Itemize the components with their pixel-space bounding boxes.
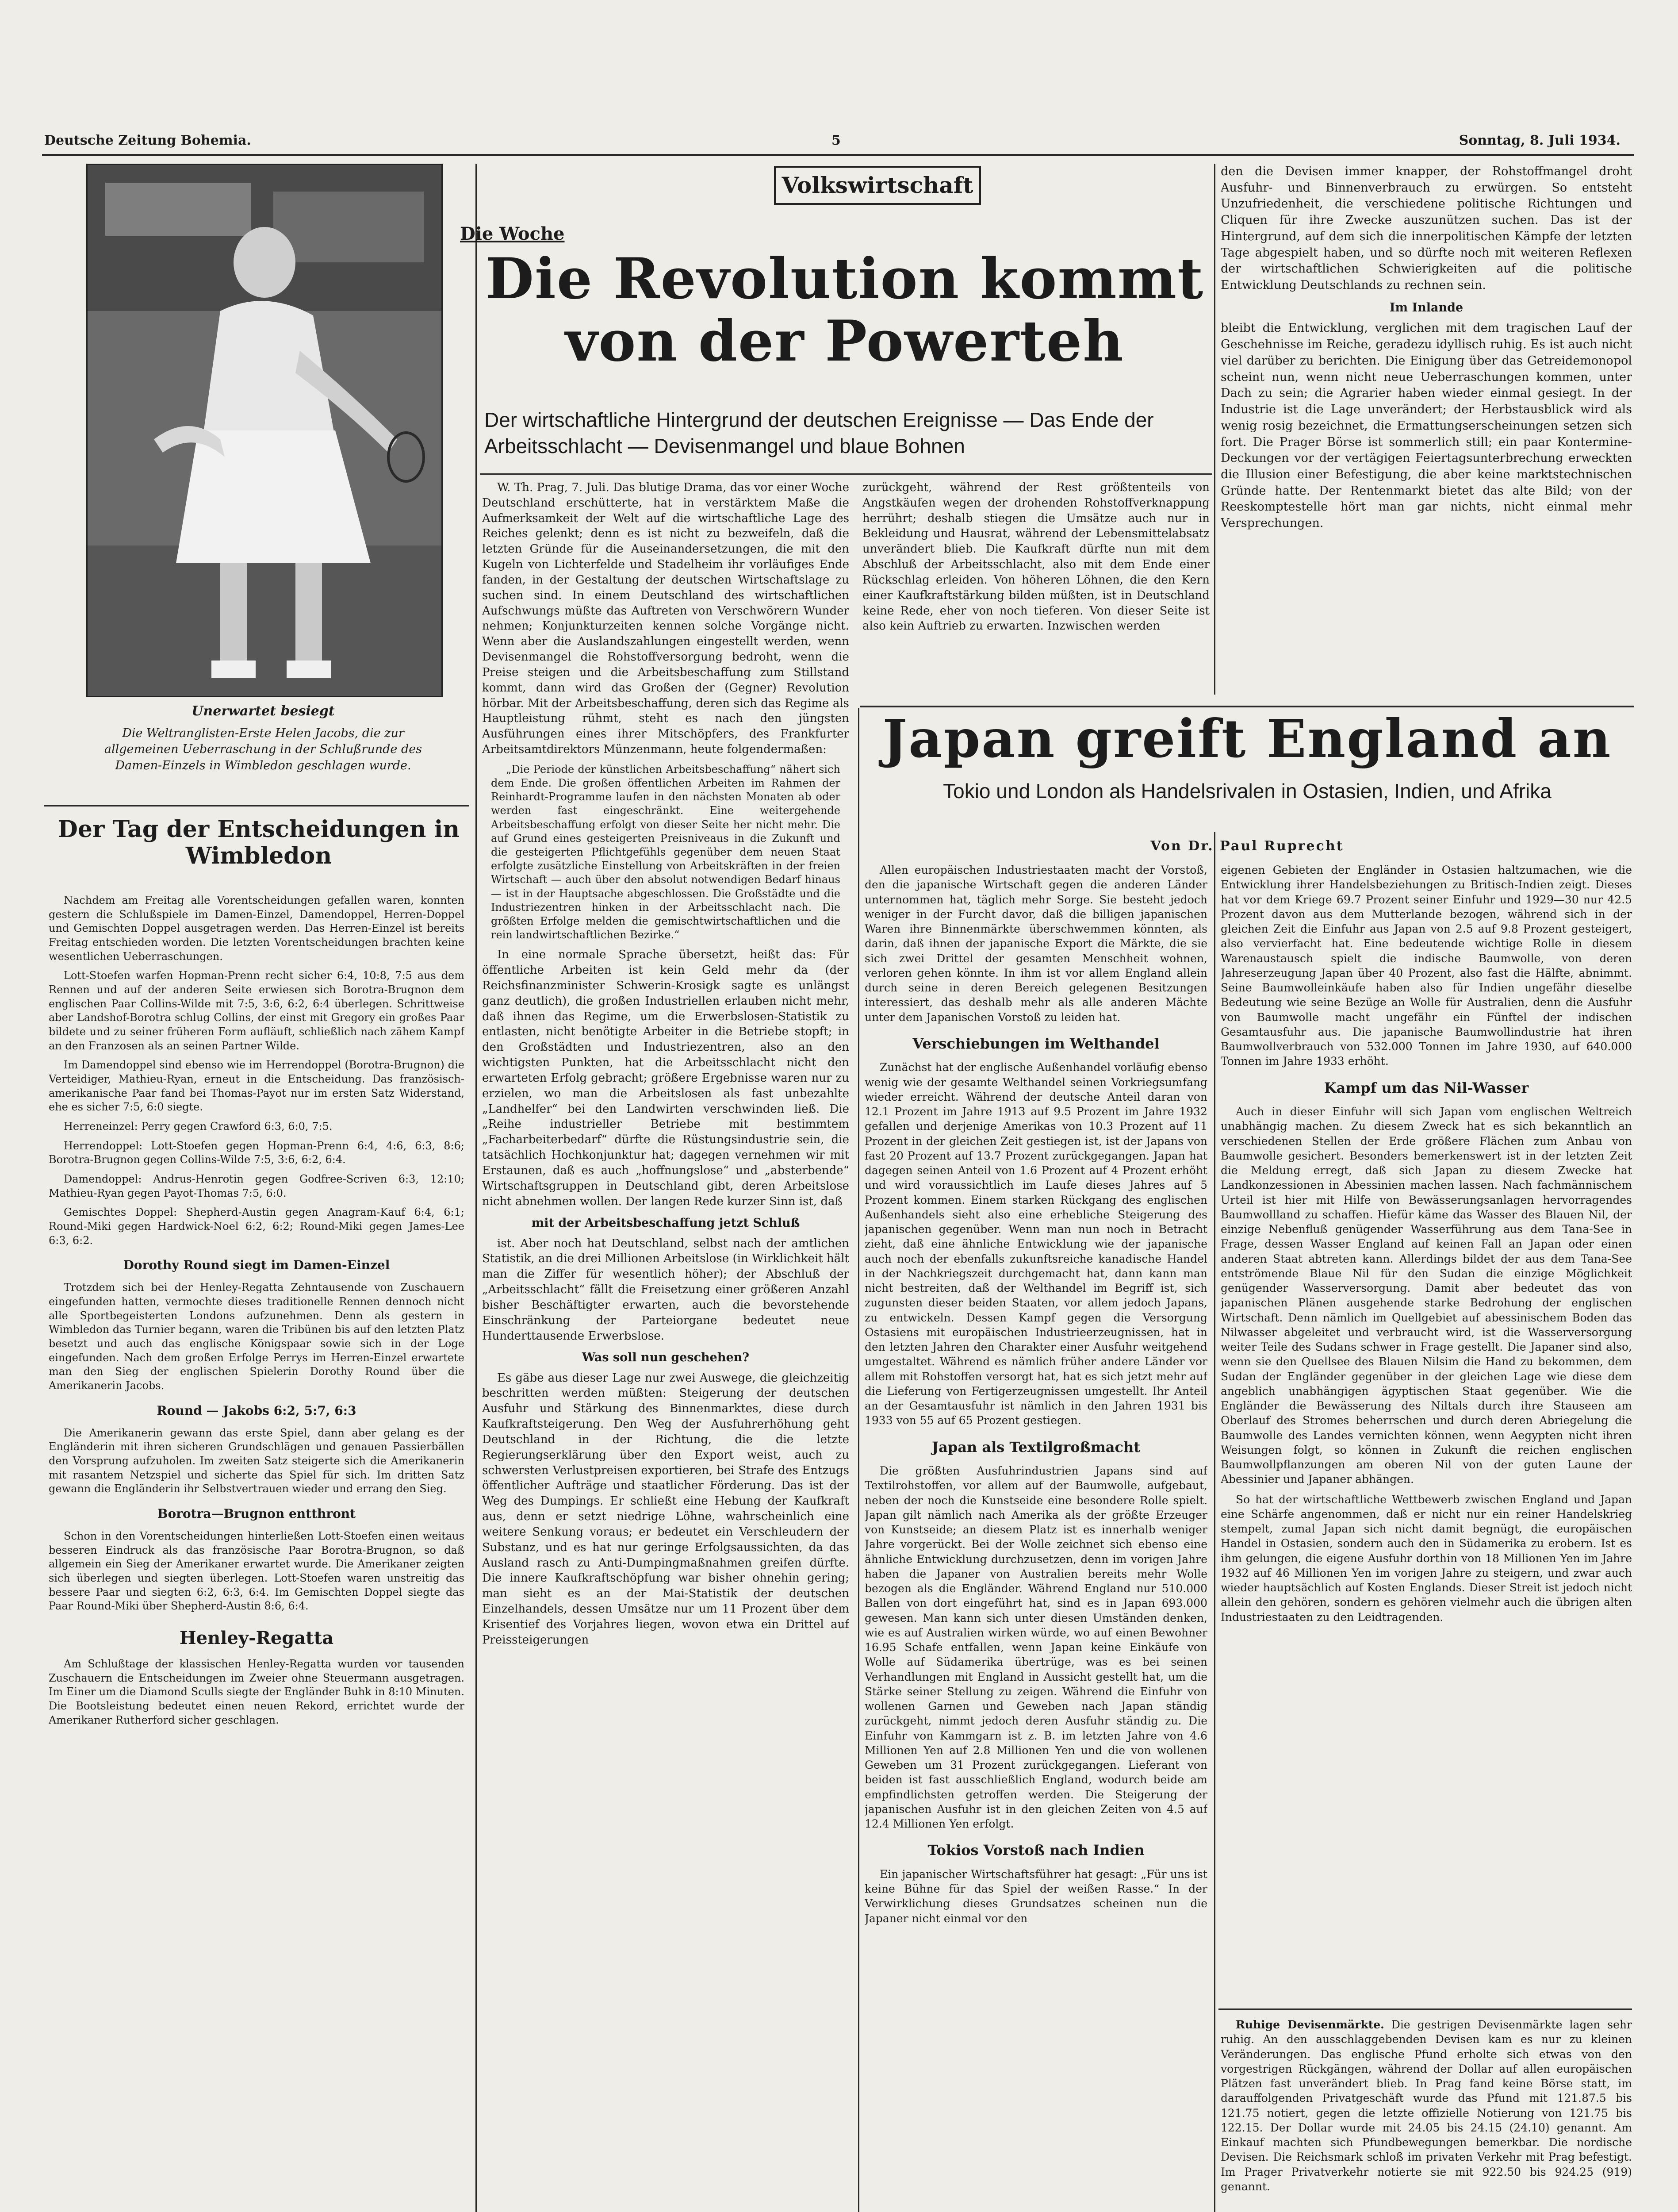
article-paragraph: Am Schlußtage der klassischen Henley-Regatta wurden vor tausenden Zuschauern die Entscheidungen im Zweier ohne Steuermann ausgetragen. Im Einer um die Diamond Sculls siegte der Engländer Buhk in 8:10 Minuten. Die Bootsleistung bedeutet einen neuen Rekord, errichtet wurde der Amerikaner Rutherford sicher geschlagen. <box>49 1657 464 1726</box>
notice-text: Die gestrigen Devisenmärkte lagen sehr ruhig. An den ausschlaggebenden Devisen kam es nur zu kleinen Veränderungen. Das englische Pfund erholte sich etwas von den vorgestrigen Rückgängen, während der Dollar auf allen europäischen Plätzen fast unverändert blieb. In Prag fand keine Börse statt, im darauffolgenden Privatgeschäft wurde das Pfund mit 121.87.5 bis 121.75 notiert, gegen die letzte offizielle Notierung von 121.75 bis 122.15. Der Dollar wurde mit 24.05 bis 24.15 (24.10) genannt. Am Einkauf machten sich Pfundbewegungen bemerkbar. Die nordische Devisen. Die Reichsmark schloß im privaten Verkehr mit Prag befestigt. Im Prager Privatverkehr notierte sie mit 922.50 bis 924.25 (919) genannt. <box>1221 2018 1632 2193</box>
japan-headline: Japan greift England an <box>882 708 1612 769</box>
subheading: Round — Jakobs 6:2, 5:7, 6:3 <box>157 1403 356 1418</box>
article-paragraph: Herreneinzel: Perry gegen Crawford 6:3, 6:0, 7:5. <box>64 1120 333 1133</box>
article-paragraph: Die Amerikanerin gewann das erste Spiel, dann aber gelang es der Engländerin mit ihren sicheren Grundschlägen und genauen Passierbällen den Vorsprung aufzuholen. Im zweiten Satz steigerte sich die Amerikanerin mit rasantem Netzspiel und sicherte das Spiel für sich. Im dritten Satz gewann die Engländerin ihr Selbstvertrauen wieder und errang den Sieg. <box>49 1426 464 1495</box>
japan-column-2 <box>1221 863 1632 1995</box>
article-paragraph: Damendoppel: Andrus-Henrotin gegen Godfree-Scriven 6:3, 12:10; Mathieu-Ryan gegen Payot-Thomas 7:5, 6:0. <box>49 1173 464 1199</box>
article-paragraph: In eine normale Sprache übersetzt, heißt das: Für öffentliche Arbeiten ist kein Geld mehr da (der Reichsfinanzminister Schwerin-Krosigk sagte es unlängst ganz deutlich), die großen Industriellen erlauben nicht mehr, daß ihnen das Regime, um die Erwerbslosen-Statistik zu entlasten, nicht benötigte Arbeiter in die Betriebe stopft; in den Großstädten und Industriezentren, also an den wichtigsten Punkten, hat die Arbeitsschlacht nicht den erwarteten Erfolg gebracht; größere Ergebnisse waren nur zu erzielen, wo man die Arbeitslosen als fast unbezahlte „Landhelfer“ bei den Landwirten verschwinden ließ. Die „Reihe industrieller Betriebe mit bestimmtem „Facharbeiterbedarf“ dürfte die Rüstungsindustrie sein, die tatsächlich Hochkonjunktur hat; dagegen vernehmen wir mit Erstaunen, daß es auch „hoffnungslose“ und „absterbende“ Wirtschaftsgruppen in Deutschland gibt, deren Arbeitslose nicht abnehmen wollen. Der langen Rede kurzer Sinn ist, daß <box>482 948 849 1208</box>
article-paragraph: eigenen Gebieten der Engländer in Ostasien haltzumachen, wie die Entwicklung ihrer Handelsbeziehungen zu Britisch-Indien zeigt. Dieses hat vor dem Kriege 69.7 Prozent seiner Einfuhr und 1929—30 nur 42.5 Prozent davon aus dem Mutterlande bezogen, während sich in der gleichen Zeit die Einfuhr aus Japan von 2.5 auf 9.8 Prozent gesteigert, also vervierfacht hat. Eine bedeutende wichtige Rolle in diesem Warenaustausch spielt die indische Baumwolle, von deren Jahreserzeugung Japan über 40 Prozent, also fast die Hälfte, abnimmt. Seine Baumwolleinkäufe haben also für Indien ungefähr dieselbe Bedeutung wie seine Bezüge an Wolle für Australien, denn die Ausfuhr von Baumwolle macht ungefähr ein Fünftel der indischen Gesamtausfuhr aus. Die japanische Baumwollindustrie hat ihren Baumwollverbrauch von 532.000 Tonnen im Jahre 1930, auf 640.000 Tonnen im Jahre 1933 erhöht. <box>1221 864 1632 1068</box>
kicker: Die Woche <box>460 223 565 244</box>
article-paragraph: Es gäbe aus dieser Lage nur zwei Auswege, die gleichzeitig beschritten werden müßten: Steigerung der deutschen Ausfuhr und Stärkung des Binnenmarktes, diese durch Kaufkraftsteigerung. Den Weg der Ausfuhrerhöhung geht Deutschland in der Richtung, die die letzte Regierungserklärung über den Export weist, auch zu schwersten Verlustpreisen exportieren, bei Strafe des Entzugs öffentlicher Aufträge und staatlicher Förderung. Das ist der Weg des Dumpings. Er schließt eine Hebung der Kaufkraft aus, denn er setzt niedrige Löhne, wahrscheinlich eine weitere Senkung voraus; er bedeutet ein Verschleudern der Substanz, und es hat nur geringe Erfolgsaussichten, da das Ausland rasch zu Anti-Dumpingmaßnahmen greifen dürfte. Die innere Kaufkraftschöpfung war bisher ohnehin gering; man sieht es an der Mai-Statistik der deutschen Einzelhandels, dessen Umsätze nur um 11 Prozent über dem Krisentief des Vorjahres liegen, wovon etwa ein Drittel auf Preissteigerungen <box>482 1371 849 1647</box>
economy-column-2 <box>862 480 1210 701</box>
article-paragraph: Gemischtes Doppel: Shepherd-Austin gegen Anagram-Kauf 6:4, 6:1; Round-Miki gegen Hardwick-Noel 6:2, 6:2; Round-Miki gegen James-Lee 6:3, 6:2. <box>49 1206 464 1247</box>
column-divider <box>475 164 477 2212</box>
column-divider <box>1214 164 1215 695</box>
article-paragraph: ist. Aber noch hat Deutschland, selbst nach der amtlichen Statistik, an die drei Millionen Arbeitslose (in Wirklichkeit hält man die Ziffer für wesentlich höher); der Abschluß der „Arbeitsschlacht“ fällt die Freisetzung einer größeren Anzahl bisher Beschäftigter erwarten, auch die bevorstehende Einschränkung der Parteiorgane bedeutet neue Hunderttausende Erwerbslose. <box>482 1237 849 1343</box>
japan-column-1 <box>865 863 1207 2212</box>
paper-name: Deutsche Zeitung Bohemia. <box>44 133 251 148</box>
article-paragraph: Lott-Stoefen warfen Hopman-Prenn recht sicher 6:4, 10:8, 7:5 aus dem Rennen und auf der anderen Seite erwiesen sich Borotra-Brugnon dem englischen Paar Collins-Wilde mit 7:5, 3:6, 6:2, 6:4 überlegen. Schrittweise aber Landshof-Borotra schlug Collins, der einst mit Gregory ein großes Paar bildete und zu seiner früheren Form aufläuft, schließlich nach zähem Kampf an den Franzosen als an seinen Partner Wilde. <box>49 969 464 1052</box>
subheading: Borotra—Brugnon entthront <box>157 1506 356 1521</box>
article-paragraph: So hat der wirtschaftliche Wettbewerb zwischen England und Japan eine Schärfe angenommen, daß er nicht nur ein reiner Handelskrieg stempelt, zumal Japan sich nicht damit begnügt, die europäischen Handel in Ostasien, sondern auch den in Südamerika zu erobern. Ist es ihm gelungen, die eigene Ausfuhr dorthin von 18 Millionen Yen im Jahre 1932 auf 46 Millionen Yen im vorigen Jahre zu steigern, und zwar auch wieder hauptsächlich auf Kosten Englands. Dieser Streit ist jedoch nicht allein den gehören, sondern es gehören vielmehr auch die übrigen alten Industriestaaten zu den Leidtragenden. <box>1221 1493 1632 1624</box>
photo-caption-text: Die Weltranglisten-Erste Helen Jacobs, die zur allgemeinen Ueberraschung in der Schlußrunde des Damen-Einzels in Wimbledon geschlagen wurde. <box>104 726 422 772</box>
section-rule <box>44 805 469 806</box>
subheading: mit der Arbeitsbeschaffung jetzt Schluß <box>531 1216 800 1230</box>
wimbledon-headline: Der Tag der Entscheidungen in Wimbledon <box>57 816 460 869</box>
subheading: Verschiebungen im Welthandel <box>912 1035 1160 1052</box>
article-paragraph: Herrendoppel: Lott-Stoefen gegen Hopman-Prenn 6:4, 4:6, 6:3, 8:6; Borotra-Brugnon gegen Collins-Wilde 7:5, 3:6, 6:2, 6:4. <box>49 1139 464 1166</box>
japan-byline: Von Dr. Paul Ruprecht <box>1150 838 1344 854</box>
economy-column-3 <box>1221 164 1632 703</box>
japan-subhead: Tokio und London als Handelsrivalen in Ostasien, Indien, und Afrika <box>943 780 1552 803</box>
header-rule <box>42 154 1634 156</box>
photo-caption-title: Unerwartet besiegt <box>192 703 335 719</box>
article-paragraph: Auch in dieser Einfuhr will sich Japan vom englischen Weltreich unabhängig machen. Zu diesem Zweck hat es sich bekanntlich an verschiedenen Stellen der Erde größere Flächen zum Anbau von Baumwolle gesichert. Besonders bemerkenswert ist in der letzten Zeit die Meldung erregt, daß sich Japan zu diesem Zwecke hat Landkonzessionen in Abessinien machen lassen. Nach fachmännischem Urteil ist hier mit Hilfe von Bewässerungsanlagen hervorragendes Baumwollland zu schaffen. Hiefür käme das Wasser des Blauen Nil, der einzige Nebenfluß genügender Wasserführung aus dem Tana-See in Frage, dessen Wasser England auf keinen Fall an Japan oder einen anderen Staat abtreten kann. Allerdings bildet der aus dem Tana-See entströmende Blaue Nil für den Sudan die einzige Möglichkeit genügender Wasserversorgung. Damit aber bedeutet das von japanischen Plänen ausgehende starke Bedrohung der englischen Wirtschaft. Denn nämlich im Quellgebiet auf abessinischem Boden das Nilwasser abgeleitet und verbraucht wird, ist die Wasserversorgung weiter Teile des Sudans schwer in Frage gestellt. Die Japaner sind also, wenn sie den Quellsee des Blauen Nilsim die Hand zu bekommen, dem Sudan der Engländer gegenüber in der gleichen Lage wie diese dem angeblich unabhängigen ägyptischen Staat gegenüber. Wie die Engländer die Bewässerung des Niltals durch ihre Stauseen am Oberlauf des Stromes beherrschen und durch deren Abriegelung die Baumwolle des Landes vernichten können, wenn Aegypten nicht ihren Weisungen folgt, so können in Zukunft die reichen englischen Baumwollpflanzungen am oberen Nil von der guten Laune der Abessinier und Japaner abhängen. <box>1221 1105 1632 1486</box>
economy-column-1 <box>482 480 849 2212</box>
article-paragraph: Zunächst hat der englische Außenhandel vorläufig ebenso wenig wie der gesamte Welthandel seinen Vorkriegsumfang wieder erreicht. Während der deutsche Anteil daran von 12.1 Prozent im Jahre 1913 auf 9.5 Prozent im Jahre 1932 gefallen und derjenige Amerikas von 10.3 Prozent auf 11 Prozent in der gleichen Zeit gestiegen ist, ist der Japans von fast 20 Prozent auf 13.7 Prozent zurückgegangen. Japan hat dagegen seinen Anteil von 1.6 Prozent auf 4 Prozent erhöht und wird voraussichtlich im Laufe dieses Jahres auf 5 Prozent kommen. Einem starken Rückgang des englischen Außenhandels sieht also eine erhebliche Steigerung des japanischen gegenüber. Wenn man nun noch in Betracht zieht, daß eine ähnliche Entwicklung wie der japanische auch noch der ebenfalls zukunftsreiche kanadische Handel in der Nachkriegszeit durchgemacht hat, dann kann man nicht bestreiten, daß der Welthandel im Begriff ist, sich zugunsten dieser beiden Staaten, vor allem jedoch Japans, zu entwickeln. Dessen Kampf gegen die Versorgung Ostasiens mit europäischen Industrieerzeugnissen, hat in den letzten Jahren den Charakter einer Ausfuhr weitgehend umgestaltet. Während es nämlich früher andere Länder vor allem mit Rohstoffen versorgt hat, hat es sich jetzt mehr auf die Lieferung von Fertigerzeugnissen umgestellt. Ihr Anteil an der Gesamtausfuhr ist nämlich in den Jahren 1931 bis 1933 von 55 auf 65 Prozent gestiegen. <box>865 1061 1207 1427</box>
article-paragraph: Trotzdem sich bei der Henley-Regatta Zehntausende von Zuschauern eingefunden hatten, vermochte dieses traditionelle Rennen dennoch nicht alle Sportbegeisterten Londons aufzunehmen. Denn als gestern in Wimbledon das Turnier begann, waren die Tribünen bis auf den letzten Platz besetzt und auch das englische Königspaar sowie sich in der Loge eingefunden. Nach dem großen Erfolge Perrys im Herren-Einzel erwartete man den Sieg der englischen Spielerin Dorothy Round über die Amerikanerin Jacobs. <box>49 1281 464 1392</box>
article-paragraph: bleibt die Entwicklung, verglichen mit dem tragischen Lauf der Geschehnisse im Reiche, geradezu idyllisch ruhig. Es ist auch nicht viel darüber zu berichten. Die Einigung über das Getreidemonopol scheint nun, wenn nicht neue Ueberraschungen kommen, unter Dach zu sein; die Agrarier haben wieder einmal gesiegt. In der Industrie ist die Lage unverändert; der Herbstausblick wird als wenig rosig bezeichnet, die Ermattungserscheinungen setzen sich fort. Die Prager Börse ist sommerlich still; ein paar Kontermine-Deckungen vor der vertägigen Feiertagsunterbrechung erweckten die Illusion einer Befestigung, die aber keine marktstechnischen Gründe hatte. Der Rentenmarkt bietet das alte Bild; von der Reeskomptestelle hört man gar nichts, nicht einmal mehr Versprechungen. <box>1221 321 1632 530</box>
economy-headline: Die Revolution kommt von der Powerteh <box>485 246 1204 374</box>
subheading: Im Inlande <box>1389 300 1463 315</box>
article-paragraph: Schon in den Vorentscheidungen hinterließen Lott-Stoefen einen weitaus besseren Eindruck als das französische Paar Borotra-Brugnon, so daß allgemein ein Sieg der Amerikaner erwartet wurde. Die Amerikaner zeigten sich überlegen und siegten überlegen. Lott-Stoefen waren unstreitig das bessere Paar und siegten 6:2, 6:3, 6:4. Im Gemischten Doppel siegte das Paar Round-Miki über Shepherd-Austin 8:6, 6:4. <box>49 1530 464 1613</box>
currency-notice <box>1221 2017 1632 2212</box>
section-label: Volkswirtschaft <box>774 166 981 205</box>
article-paragraph: den die Devisen immer knapper, der Rohstoffmangel droht Ausfuhr- und Binnenverbrauch zu erwürgen. So entsteht Unzufriedenheit, die verschiedene politische Richtungen und Cliquen für ihre Zwecke auszunützen suchen. Das ist der Hintergrund, auf dem sich die innerpolitischen Kämpfe der letzten Tage abgespielt haben, und so dürfte noch mit weiteren Reflexen der wirtschaftlichen Schwierigkeiten auf die politische Entwicklung Deutschlands zu rechnen sein. <box>1221 165 1632 292</box>
column-divider <box>858 708 859 2212</box>
wimbledon-article <box>49 894 464 2212</box>
column-divider <box>1214 832 1215 2212</box>
section-rule <box>480 473 1212 475</box>
article-paragraph: Allen europäischen Industriestaaten macht der Vorstoß, den die japanische Wirtschaft gegen die anderen Länder unternommen hat, täglich mehr Sorge. Sie besteht jedoch weniger in der Furcht davor, daß die billigen japanischen Waren ihre Binnenmärkte überschwemmen könnten, als darin, daß ihnen der japanische Export die Märkte, die sie sich zwei Drittel der gesamten Menschheit wohnen, verloren gehen könnte. In ihm ist vor allem England allein durch seine in deren Bereich gelegenen Besitzungen interessiert, das deshalb mehr als alle anderen Mächte unter dem Japanischen Vorstoß zu leiden hat. <box>865 864 1207 1024</box>
tennis-player-image <box>88 165 441 696</box>
subheading: Dorothy Round siegt im Damen-Einzel <box>123 1258 390 1273</box>
section-rule <box>1218 2008 1632 2010</box>
article-paragraph: Die größten Ausfuhrindustrien Japans sind auf Textilrohstoffen, vor allem auf der Baumwolle, aufgebaut, neben der noch die Kunstseide eine besondere Rolle spielt. Japan gilt nämlich nach Amerika als der größte Erzeuger von Kunstseide; an diesem Platz ist es innerhalb weniger Jahre vorgerückt. Bei der Wolle zeichnet sich ebenso eine ähnliche Entwicklung durchzusetzen, denn im vorigen Jahre haben die Japaner von Australien bereits mehr Wolle bezogen als die Engländer. Während England nur 510.000 Ballen von dort eingeführt hat, sind es in Japan 693.000 gewesen. Man kann sich unter diesen Umständen denken, wie es auf Australien wirken würde, wo auf einen Bewohner 16.95 Schafe entfallen, wenn Japan keine Einkäufe von Wolle auf Südamerika übertrüge, was es bei seinen Verhandlungen mit England in Aussicht gestellt hat, um die Stärke seiner Stellung zu zeigen. Während die Einfuhr von wollenen Garnen und Geweben nach Japan ständig zurückgeht, nimmt jedoch deren Ausfuhr ständig zu. Die Einfuhr von Kammgarn ist z. B. im letzten Jahre von 4.6 Millionen Yen auf 2.8 Millionen Yen und die von wollenen Geweben um 31 Prozent zurückgegangen. Lieferant von beiden ist fast ausschließlich England, wodurch beide am empfindlichsten getroffen werden. Die Steigerung der japanischen Ausfuhr ist in den gleichen Zeiten von 4.5 auf 12.4 Millionen Yen erfolgt. <box>865 1464 1207 1831</box>
economy-subhead: Der wirtschaftliche Hintergrund der deutschen Ereignisse — Das Ende der Arbeitsschlacht — Devisenmangel und blaue Bohnen <box>484 408 1154 457</box>
tennis-photo <box>86 164 443 697</box>
subheading: Japan als Textilgroßmacht <box>931 1438 1141 1455</box>
quote-paragraph: „Die Periode der künstlichen Arbeitsbeschaffung“ nähert sich dem Ende. Die großen öffentlichen Arbeiten im Rahmen der Reinhardt-Programme laufen in den nächsten Monaten ab oder werden fast eingeschränkt. Eine weitergehende Arbeitsbeschaffung erfolgt von dieser Seite her nicht mehr. Die auf Grund eines gesteigerten Preisniveaus in die Zukunft und die gesteigerten Pflichtgefühls gegenüber dem neuen Staat erfolgte zusätzliche Einstellung von Arbeitskräften in der freien Wirtschaft — auch über den absolut notwendigen Bedarf hinaus — ist in der Hauptsache abgeschlossen. Die Großstädte und die Industriezentren hinken in der Arbeitsschlacht nach. Die größten Erfolge melden die gemischtwirtschaftlichen und die rein landwirtschaftlichen Bezirke.“ <box>491 763 840 941</box>
page-number: 5 <box>831 133 841 148</box>
subheading: Henley-Regatta <box>179 1628 334 1649</box>
article-paragraph: zurückgeht, während der Rest größtenteils von Angstkäufen wegen der drohenden Rohstoffverknappung herrührt; deshalb stiegen die Umsätze auch nur in Bekleidung und Hausrat, während der Lebensmittelabsatz unverändert blieb. Die Kaufkraft dürfte nun mit dem Abschluß der Arbeitsschlacht, also mit dem Ende einer Rückschlag erleiden. Von höheren Löhnen, die den Kern einer Kaufkraftstärkung bilden müßten, ist in Deutschland keine Rede, eher von noch tieferen. Von dieser Seite ist also kein Auftrieb zu erwarten. Inzwischen werden <box>862 481 1210 633</box>
article-paragraph: W. Th. Prag, 7. Juli. Das blutige Drama, das vor einer Woche Deutschland erschütterte, hat in verstärktem Maße die Aufmerksamkeit der Welt auf die wirtschaftliche Lage des Reiches gelenkt; denn es ist nicht zu bezweifeln, daß die letzten Gründe für die Auseinandersetzungen, die mit den Kugeln von Lichterfelde und Stadelheim ihr vorläufiges Ende fanden, in der Gestaltung der deutschen Wirtschaftslage zu suchen sind. In einem Deutschland des wirtschaftlichen Aufschwungs müßte das Auftreten von Verschwörern Wunder nehmen; Konjunkturzeiten kennen solche Vorgänge nicht. Wenn aber die Auslandszahlungen eingestellt werden, wenn Devisenmangel die Rohstoffversorgung bedroht, wenn die Preise steigen und die Arbeitsbeschaffung zum Stillstand kommt, dann wird das Großen der (Gegner) Revolution hörbar. Mit der Arbeitsbeschaffung, deren sich das Regime als Hauptleistung rühmt, steht es nach den jüngsten Ausführungen eines ihrer Mitschöpfers, des Frankfurter Arbeitsamtdirektors Münzenmann, heute folgendermaßen: <box>482 481 849 757</box>
subheading: Was soll nun geschehen? <box>582 1351 750 1365</box>
article-paragraph: Ein japanischer Wirtschaftsführer hat gesagt: „Für uns ist keine Bühne für das Spiel der weißen Rasse.“ In der Verwirklichung dieses Grundsatzes scheinen nun die Japaner nicht einmal vor den <box>865 1867 1207 1925</box>
article-paragraph: Nachdem am Freitag alle Vorentscheidungen gefallen waren, konnten gestern die Schlußspiele im Damen-Einzel, Damendoppel, Herren-Doppel und Gemischten Doppel ausgetragen werden. Das Herren-Einzel ist bereits Freitag entschieden worden. Die letzten Vorentscheidungen brachten keine wesentlichen Ueberraschungen. <box>49 894 464 963</box>
subheading: Kampf um das Nil-Wasser <box>1324 1079 1529 1096</box>
subheading: Tokios Vorstoß nach Indien <box>927 1842 1145 1859</box>
article-paragraph: Im Damendoppel sind ebenso wie im Herrendoppel (Borotra-Brugnon) die Verteidiger, Mathieu-Ryan, erneut in die Entscheidung. Das französisch-amerikanische Paar fand bei Thomas-Payot nur im ersten Satz Widerstand, ehe es sicher 7:5, 6:0 siegte. <box>49 1059 464 1114</box>
section-rule <box>860 706 1634 707</box>
notice-title: Ruhige Devisenmärkte. <box>1236 2018 1384 2031</box>
issue-date: Sonntag, 8. Juli 1934. <box>1459 133 1621 148</box>
